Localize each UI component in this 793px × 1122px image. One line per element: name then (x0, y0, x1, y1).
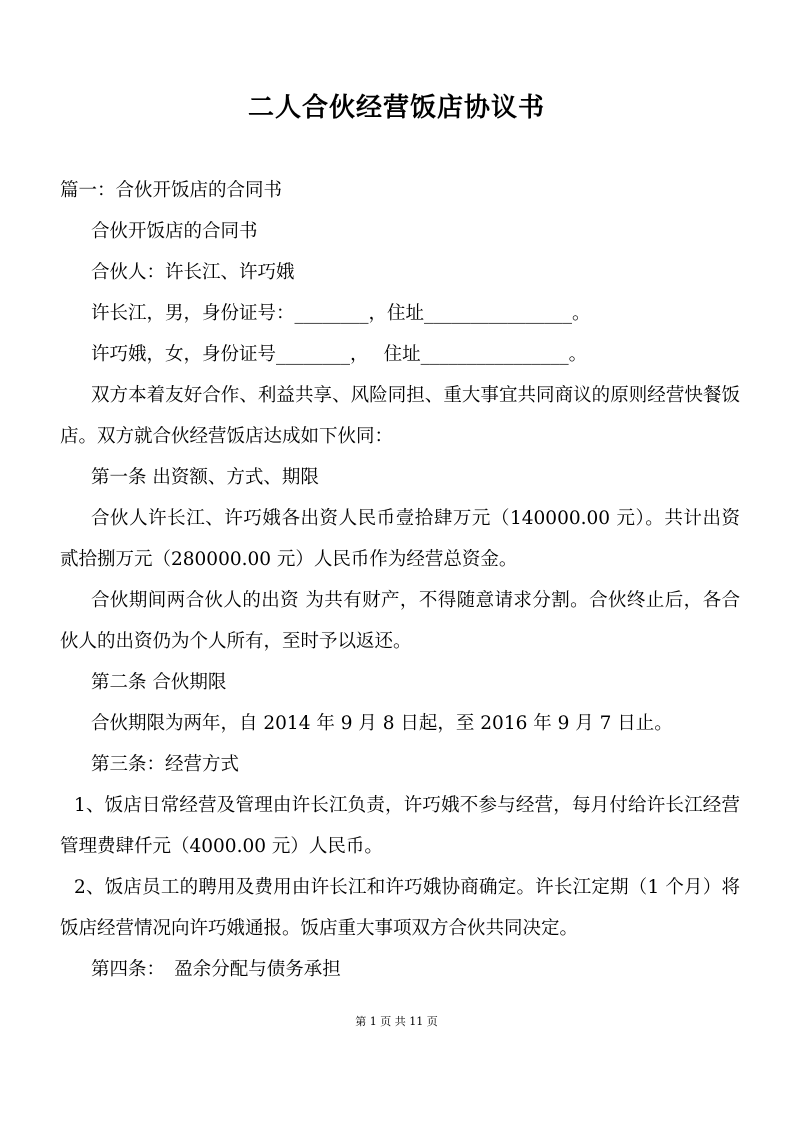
article-heading: 第三条：经营方式 (91, 754, 240, 775)
paragraph: 合伙人：许长江、许巧娥 (91, 262, 295, 283)
page-number: 第 1 页 共 11 页 (355, 1015, 438, 1028)
paragraph: 双方本着友好合作、利益共享、风险同担、重大事宜共同商议的原则经营快餐饭店。双方就合伙经营饭店达成如下伙同： (60, 385, 740, 447)
article-heading: 第二条 合伙期限 (91, 672, 227, 693)
paragraph: 合伙开饭店的合同书 (91, 221, 258, 242)
paragraph: 许巧娥，女，身份证号________， 住址________________。 (91, 344, 588, 365)
paragraph: 合伙人许长江、许巧娥各出资人民币壹拾肆万元（140000.00 元）。共计出资贰拾捌万元（280000.00 元）人民币作为经营总资金。 (60, 508, 740, 570)
article-heading: 第四条： 盈余分配与债务承担 (91, 959, 341, 980)
paragraph: 2、饭店员工的聘用及费用由许长江和许巧娥协商确定。许长江定期（1 个月）将饭店经营情况向许巧娥通报。饭店重大事项双方合伙共同决定。 (60, 877, 740, 939)
paragraph: 许长江，男，身份证号：________，住址________________。 (91, 303, 591, 324)
paragraph: 合伙期限为两年，自 2014 年 9 月 8 日起，至 2016 年 9 月 7 日止。 (91, 713, 673, 734)
document-title: 二人合伙经营饭店协议书 (247, 93, 545, 123)
section-heading: 篇一：合伙开饭店的合同书 (60, 180, 283, 201)
paragraph: 1、饭店日常经营及管理由许长江负责，许巧娥不参与经营，每月付给许长江经营管理费肆仟元（4000.00 元）人民币。 (60, 795, 740, 857)
paragraph: 合伙期间两合伙人的出资 为共有财产，不得随意请求分割。合伙终止后，各合伙人的出资仍为个人所有，至时予以返还。 (60, 590, 740, 652)
article-heading: 第一条 出资额、方式、期限 (91, 467, 319, 488)
document-body (60, 170, 740, 990)
